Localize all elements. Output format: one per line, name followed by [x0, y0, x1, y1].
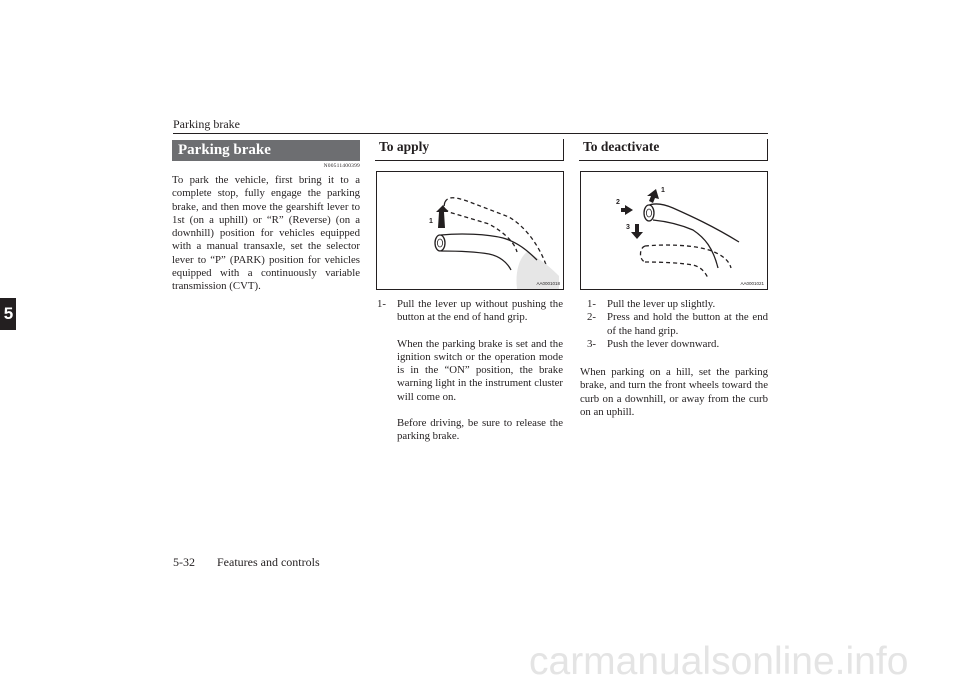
- chapter-tab: 5: [0, 298, 16, 330]
- step-number: 2-: [587, 311, 596, 324]
- step-number: 3-: [587, 337, 596, 350]
- callout-3: 3: [626, 224, 630, 231]
- figure-code: AA0001021: [740, 281, 764, 286]
- document-code: N00511400399: [323, 163, 360, 169]
- step-text: Pull the lever up without pushing the button at the end of hand grip.: [397, 298, 563, 324]
- list-item: [587, 338, 768, 351]
- hill-parking-note: When parking on a hill, set the parking brake, and turn the front wheels toward the curb on a downhill, or away from the curb on an uphill.: [580, 366, 768, 418]
- list-item: [587, 298, 768, 311]
- callout-1: 1: [429, 218, 433, 225]
- step-text: Press and hold the button at the end of the hand grip.: [607, 311, 768, 337]
- deactivate-instructions: [580, 298, 768, 351]
- intro-paragraph: To park the vehicle, first bring it to a complete stop, fully engage the parking brake, and then move the gearshift lever to 1st (on a uphill) or “R” (Reverse) (on a downhill) position for vehicles equipped with a manual transaxle, set the selector lever to “P” (PARK) position for vehicles equipped with a continuously variable transmission (CVT).: [172, 174, 360, 293]
- step-number: 1-: [587, 298, 596, 310]
- step-number: 1-: [377, 298, 386, 310]
- apply-illustration: [376, 171, 564, 290]
- watermark: carmanualsonline.info: [529, 640, 909, 683]
- header-rule: [173, 133, 768, 134]
- note-paragraph: Before driving, be sure to release the parking brake.: [397, 417, 563, 443]
- apply-heading: To apply: [375, 139, 564, 161]
- callout-1: 1: [661, 187, 665, 194]
- list-item: [587, 311, 768, 338]
- deactivate-illustration: [580, 171, 768, 290]
- list-item: [377, 298, 563, 444]
- running-header: Parking brake: [173, 117, 240, 131]
- step-text: Pull the lever up slightly.: [607, 298, 716, 310]
- deactivate-heading: To deactivate: [579, 139, 768, 161]
- chapter-title: Features and controls: [217, 555, 320, 569]
- lever-release-diagram: [581, 172, 767, 289]
- step-text: Push the lever downward.: [607, 337, 720, 350]
- apply-instructions: [377, 298, 563, 444]
- note-paragraph: When the parking brake is set and the ignition switch or the operation mode is in the “ON” position, the brake warning light in the instrument cluster will come on.: [397, 337, 563, 403]
- figure-code: AA0001018: [536, 281, 560, 286]
- section-title: Parking brake: [172, 140, 360, 161]
- callout-2: 2: [616, 199, 620, 206]
- page-number: 5-32: [173, 555, 195, 569]
- lever-raised-diagram: [377, 172, 563, 289]
